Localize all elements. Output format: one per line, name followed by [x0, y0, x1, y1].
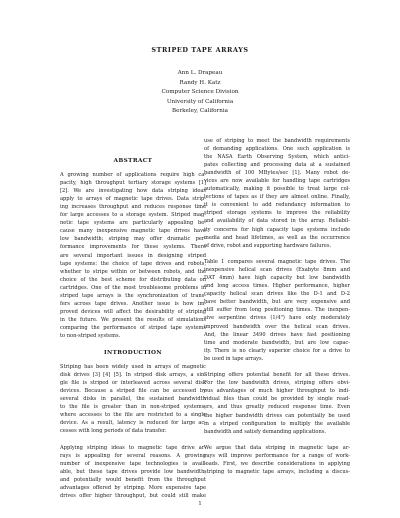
- text-line: of drive, robot and supporting hardware failures.: [204, 242, 332, 249]
- text-line: several disks in parallel, the sustained bandwidth: [60, 395, 206, 402]
- text-line: ity. There is no clearly superior choice for a drive to: [204, 347, 350, 354]
- text-line: A growing number of applications require high ca-: [60, 172, 206, 179]
- text-line: capacity helical scan drives like the D-1 and D-2: [204, 291, 350, 298]
- text-line: Striping offers potential benefit for all these drives.: [204, 372, 350, 379]
- text-line: disk drives [3] [4] [5]. In striped disk arrays, a sin-: [60, 371, 206, 378]
- text-line: the higher bandwidth drives can potentially be used: [204, 412, 350, 419]
- text-line: number of inexpensive tape technologies is avail-: [60, 460, 206, 467]
- text-line: device. As a result, latency is reduced for large ac-: [60, 419, 206, 426]
- text-line: advantages offered by striping. More expensive tape: [60, 484, 206, 491]
- text-line: low bandwidth; striping may offer dramatic per-: [60, 236, 206, 243]
- text-line: Applying striping ideas to magnetic tape drive ar-: [60, 444, 206, 451]
- text-line: devices. Because a striped file can be accessed by: [60, 387, 206, 394]
- text-line: ous advantages of much higher throughput to indi-: [204, 388, 350, 395]
- text-line: for large accesses to a storage system. Striped mag-: [60, 212, 206, 219]
- text-line: tape systems: the choice of tape drives and robots,: [60, 260, 206, 267]
- text-line: apply to arrays of magnetic tape drives. Data strip-: [60, 196, 206, 203]
- text-line: inexpensive helical scan drives (Exabyte 8mm and: [204, 267, 350, 274]
- text-line: cesses with long periods of data transfer.: [60, 427, 167, 434]
- left-column: [60, 157, 206, 508]
- text-line: whether to stripe within or between robots, and the: [60, 268, 206, 275]
- body-paragraph: [204, 258, 350, 363]
- text-line: ity concerns for high capacity tape systems include: [204, 226, 350, 233]
- body-paragraph: [204, 137, 350, 250]
- introduction-heading: INTRODUCTION: [103, 349, 163, 356]
- text-line: fers across tape drives. Another issue is how im-: [60, 300, 206, 307]
- text-line: in the future. We present the results of simulations: [60, 316, 206, 323]
- text-line: bandwidth and satisfy demanding applications.: [204, 428, 326, 435]
- text-line: striping to magnetic tape arrays, including a discus-: [204, 469, 350, 476]
- text-line: lections of tapes as if they are almost online. Finally,: [204, 194, 350, 201]
- text-line: and long access times. Higher performance, higher: [204, 283, 350, 290]
- text-line: striped storage systems to improve the reliability: [204, 210, 350, 217]
- text-line: the NASA Earth Observing System, which antici-: [204, 154, 350, 161]
- paper-title: STRIPED TAPE ARRAYS: [151, 46, 249, 54]
- text-line: time and moderate bandwidth, but are low capac-: [204, 339, 350, 346]
- text-line: cause many inexpensive magnetic tape drives have: [60, 228, 206, 235]
- text-line: sive serpentine drives (1/4") have only moderately: [204, 315, 350, 322]
- text-line: choice of the best scheme for distributing data on: [60, 276, 206, 283]
- text-line: netic tape systems are particularly appealing be-: [60, 220, 206, 227]
- intro-paragraph: [60, 444, 206, 500]
- text-line: bandwidth of 100 MBytes/sec [1]. Many robot de-: [204, 170, 350, 177]
- text-line: For the low bandwidth drives, striping offers obvi-: [204, 380, 350, 387]
- author-name: Randy H. Katz: [179, 79, 221, 86]
- text-line: rays will improve performance for a range of work-: [204, 453, 350, 460]
- text-line: automatically, making it possible to treat large col-: [204, 186, 350, 193]
- text-line: media and head lifetimes, as well as the occurrence: [204, 234, 350, 241]
- text-line: ing increases throughput and reduces response time: [60, 204, 206, 211]
- text-line: comparing the performance of striped tape systems: [60, 324, 206, 331]
- text-line: vidual files than could be provided by single read-: [204, 396, 350, 403]
- text-line: Striping has been widely used in arrays of magnetic: [60, 363, 206, 370]
- text-line: We argue that data striping in magnetic tape ar-: [204, 445, 350, 452]
- text-line: ers, and thus greatly reduced response time. Even: [204, 404, 350, 411]
- text-line: of demanding applications. One such application is: [204, 146, 350, 153]
- affiliation-line: University of California: [166, 98, 234, 105]
- text-line: Table 1 compares several magnetic tape drives. The: [204, 259, 350, 266]
- intro-paragraph: [60, 363, 206, 435]
- text-line: improved bandwidth over the helical scan drives.: [204, 323, 350, 330]
- text-line: and potentially would benefit from the throughput: [60, 476, 206, 483]
- text-line: vices are now available for handling tape cartridges: [204, 178, 350, 185]
- text-line: formance improvements for these systems. There: [60, 244, 206, 251]
- body-paragraph: [204, 371, 350, 435]
- abstract-text: [60, 171, 206, 340]
- text-line: [2]. We are investigating how data striping ideas: [60, 188, 206, 195]
- text-line: to non-striped systems.: [60, 332, 121, 339]
- text-line: and availability of data stored in the array. Reliabil-: [204, 218, 350, 225]
- text-line: DAT 4mm) have high capacity but low bandwidth: [204, 275, 350, 282]
- right-column: [204, 137, 350, 485]
- text-line: be used in tape arrays.: [204, 355, 264, 362]
- text-line: pates collecting and processing data at a sustained: [204, 162, 350, 169]
- text-line: striped tape arrays is the synchronization of trans-: [60, 292, 206, 299]
- text-line: have better bandwidth, but are very expensive and: [204, 299, 350, 306]
- page-number: 1: [198, 501, 202, 507]
- text-line: use of striping to meet the bandwidth requirements: [204, 138, 350, 144]
- text-line: rays is appealing for several reasons. A growing: [60, 452, 206, 459]
- abstract-heading: ABSTRACT: [113, 158, 153, 164]
- text-line: still suffer from long positioning times. The inexpen-: [204, 307, 350, 314]
- text-line: it is convenient to add redundancy information to: [204, 202, 350, 209]
- text-line: And, the linear 3490 drives have fast positioning: [204, 331, 350, 338]
- author-name: Ann L. Drapeau: [177, 70, 223, 76]
- text-line: gle file is striped or interleaved across several disk: [60, 379, 206, 386]
- text-line: proved devices will affect the desirability of striping: [60, 308, 206, 315]
- text-line: able, but these tape drives provide low bandwidth,: [60, 468, 206, 475]
- text-line: where accesses to the file are restricted to a single: [60, 411, 206, 418]
- text-line: drives offer higher throughput, but could still make: [60, 492, 206, 499]
- text-line: pacity, high throughput tertiary storage systems [1]: [60, 180, 206, 187]
- text-line: to the file is greater than in non-striped systems,: [60, 403, 206, 410]
- text-line: loads. First, we describe considerations in applying: [204, 461, 350, 468]
- author-block: [0, 69, 400, 117]
- text-line: in a striped configuration to multiply the available: [204, 420, 350, 427]
- body-paragraph: [204, 444, 350, 476]
- affiliation-line: Computer Science Division: [161, 89, 239, 96]
- affiliation-line: Berkeley, California: [172, 108, 228, 115]
- text-line: are several important issues in designing striped: [60, 252, 206, 259]
- text-line: cartridges. One of the most troublesome problems in: [60, 284, 206, 291]
